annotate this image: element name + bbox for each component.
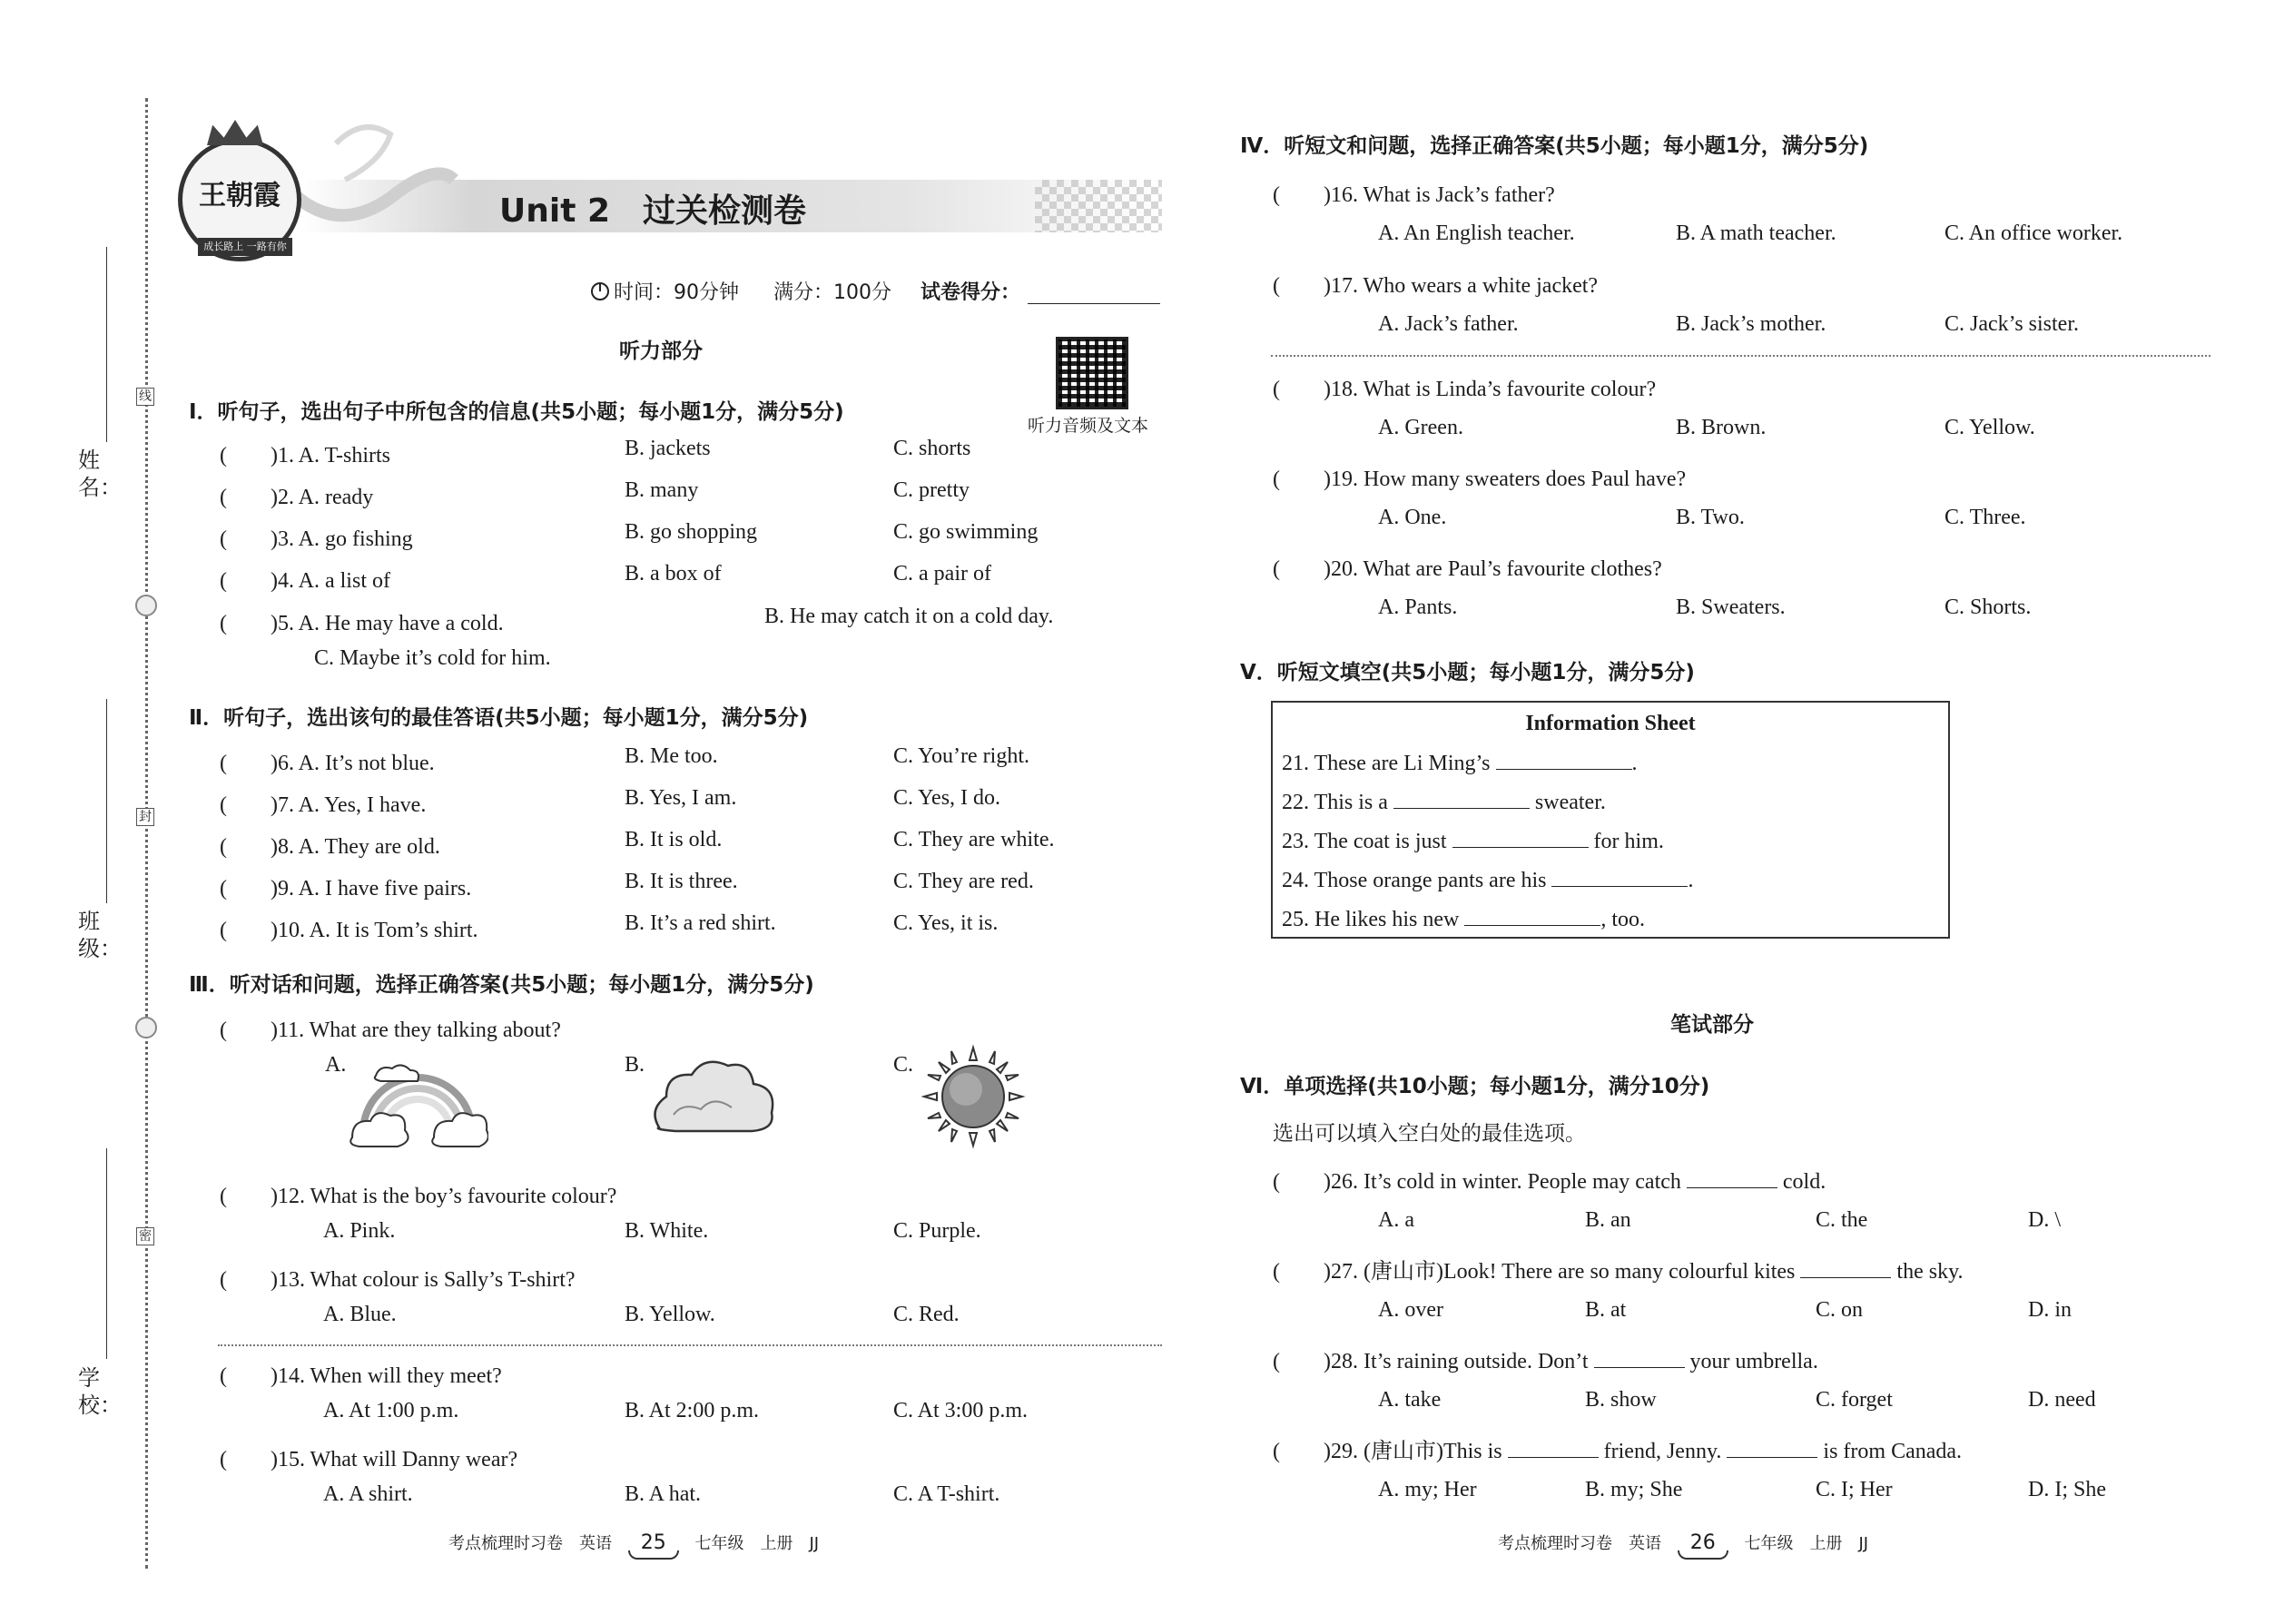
option-5c[interactable]: C. Maybe it’s cold for him. [314,646,551,670]
blank-25-input[interactable] [1464,925,1600,926]
footer-left-text: 考点梳理时习卷 英语 [448,1534,612,1553]
question-28-tail: your umbrella. [1689,1350,1818,1373]
option-29c[interactable]: C. I; Her [1816,1478,1893,1501]
name-line[interactable] [106,247,107,442]
information-sheet-title: Information Sheet [1525,712,1696,735]
blank-22-tail: sweater. [1534,791,1606,814]
page-number-right: 26 [1689,1531,1716,1554]
written-header: 笔试部分 [1670,1013,1754,1037]
cloud-icon[interactable] [646,1051,784,1149]
option-12c[interactable]: C. Purple. [893,1219,981,1243]
blank-23-text: 23. The coat is just [1282,830,1447,853]
picture-b-label[interactable]: B. [625,1053,645,1077]
question-26-tail: cold. [1782,1170,1826,1194]
blank-21-tail: . [1631,752,1638,775]
question-27-tail: the sky. [1896,1260,1964,1284]
option-26c[interactable]: C. the [1816,1208,1868,1232]
option-27a[interactable]: A. over [1378,1298,1443,1322]
footer-right-grade: 七年级 上册 JJ [1744,1534,1869,1553]
option-9c[interactable]: C. They are red. [893,870,1034,893]
option-26d[interactable]: D. \ [2028,1208,2061,1232]
question-3[interactable]: ( )3. A. go fishing [220,527,413,551]
school-line[interactable] [106,1148,107,1359]
question-29-tail: is from Canada. [1823,1440,1963,1463]
option-13c[interactable]: C. Red. [893,1303,960,1326]
option-18c[interactable]: C. Yellow. [1944,416,2035,439]
qr-caption: 听力音频及文本 [1028,416,1149,436]
qr-code[interactable] [1056,337,1128,409]
question-26-text: ( )26. It’s cold in winter. People may catch [1273,1170,1681,1194]
question-27-blank[interactable] [1800,1277,1891,1278]
question-26-blank[interactable] [1687,1187,1777,1188]
option-16a[interactable]: A. An English teacher. [1378,221,1575,245]
question-28-blank[interactable] [1594,1367,1685,1368]
blank-line-24 [1282,869,1693,893]
option-27c[interactable]: C. on [1816,1298,1864,1322]
option-2b[interactable]: B. many [625,478,699,502]
question-28[interactable] [1273,1343,1818,1374]
section-2-title: Ⅱ．听句子，选出该句的最佳答语(共5小题；每小题1分，满分5分) [189,706,809,730]
option-1c[interactable]: C. shorts [893,437,971,460]
seal-mark-secret: 密 [136,1227,154,1245]
option-16c[interactable]: C. An office worker. [1944,221,2123,245]
logo-slogan: 成长路上 一路有你 [198,238,292,256]
question-29-text: ( )29. (唐山市)This is [1273,1440,1502,1463]
question-6[interactable]: ( )6. A. It’s not blue. [220,752,435,775]
question-20[interactable]: ( )20. What are Paul’s favourite clothes? [1273,557,1662,581]
question-29-blank-1[interactable] [1508,1457,1599,1458]
rainbow-icon[interactable] [347,1048,488,1150]
question-1[interactable]: ( )1. A. T-shirts [220,444,391,468]
class-label: 班级： [78,909,122,961]
option-17a[interactable]: A. Jack’s father. [1378,312,1519,336]
option-12a[interactable]: A. Pink. [323,1219,396,1243]
option-13b[interactable]: B. Yellow. [625,1303,715,1326]
option-14c[interactable]: C. At 3:00 p.m. [893,1399,1029,1422]
option-29a[interactable]: A. my; Her [1378,1478,1477,1501]
option-19a[interactable]: A. One. [1378,506,1447,529]
option-20b[interactable]: B. Sweaters. [1676,595,1786,619]
page-title: Unit 2 过关检测卷 [499,192,806,230]
option-3c[interactable]: C. go swimming [893,520,1039,544]
option-28a[interactable]: A. take [1378,1388,1442,1412]
question-2[interactable]: ( )2. A. ready [220,486,374,509]
footer-right-text: 考点梳理时习卷 英语 [1498,1534,1661,1553]
question-18[interactable]: ( )18. What is Linda’s favourite colour? [1273,378,1657,401]
question-28-text: ( )28. It’s raining outside. Don’t [1273,1350,1589,1373]
option-10c[interactable]: C. Yes, it is. [893,911,999,935]
footer-left-grade: 七年级 上册 JJ [694,1534,820,1553]
section-6-instruction: 选出可以填入空白处的最佳选项。 [1273,1122,1586,1146]
question-27[interactable] [1273,1253,1964,1284]
footer-left [448,1530,819,1554]
option-6c[interactable]: C. You’re right. [893,744,1030,768]
option-28c[interactable]: C. forget [1816,1388,1893,1412]
blank-21-input[interactable] [1496,769,1632,770]
option-27b[interactable]: B. at [1585,1298,1627,1322]
option-9b[interactable]: B. It is three. [625,870,738,893]
section-3-title: Ⅲ．听对话和问题，选择正确答案(共5小题；每小题1分，满分5分) [189,973,814,997]
page-number-left: 25 [640,1531,666,1554]
score-field[interactable] [1028,303,1160,304]
picture-a-label[interactable]: A. [325,1053,347,1077]
option-3b[interactable]: B. go shopping [625,520,758,544]
option-17b[interactable]: B. Jack’s mother. [1676,312,1826,336]
name-label: 姓名： [78,448,122,500]
option-10b[interactable]: B. It’s a red shirt. [625,911,776,935]
section-5-title: Ⅴ．听短文填空(共5小题；每小题1分，满分5分) [1240,661,1695,684]
option-4c[interactable]: C. a pair of [893,562,991,586]
footer-right [1498,1530,1868,1554]
question-29-blank-2[interactable] [1727,1457,1817,1458]
question-29-mid: friend, Jenny. [1603,1440,1722,1463]
spiral-icon [135,595,157,616]
option-29b[interactable]: B. my; She [1585,1478,1683,1501]
divider [1271,355,2210,357]
section-1-title: Ⅰ．听句子，选出句子中所包含的信息(共5小题；每小题1分，满分5分) [189,400,844,424]
option-15b[interactable]: B. A hat. [625,1482,702,1506]
option-28d[interactable]: D. need [2028,1388,2096,1412]
blank-24-text: 24. Those orange pants are his [1282,869,1547,892]
spiral-icon [135,1017,157,1038]
option-16b[interactable]: B. A math teacher. [1676,221,1836,245]
question-5[interactable]: ( )5. A. He may have a cold. [220,612,504,635]
listening-header: 听力部分 [619,340,703,363]
option-26a[interactable]: A. a [1378,1208,1414,1232]
blank-line-23 [1282,830,1664,854]
question-7[interactable]: ( )7. A. Yes, I have. [220,793,427,817]
blank-25-text: 25. He likes his new [1282,908,1460,931]
picture-c-label[interactable]: C. [893,1053,914,1077]
option-15a[interactable]: A. A shirt. [323,1482,413,1506]
option-26b[interactable]: B. an [1585,1208,1631,1232]
option-14a[interactable]: A. At 1:00 p.m. [323,1399,459,1422]
option-20a[interactable]: A. Pants. [1378,595,1458,619]
blank-21-text: 21. These are Li Ming’s [1282,752,1491,775]
blank-line-22 [1282,791,1606,815]
option-13a[interactable]: A. Blue. [323,1303,397,1326]
question-4[interactable]: ( )4. A. a list of [220,569,390,593]
question-8[interactable]: ( )8. A. They are old. [220,835,440,859]
option-4b[interactable]: B. a box of [625,562,722,586]
question-26[interactable] [1273,1163,1826,1195]
binding-dotted-line [145,98,148,1569]
option-7b[interactable]: B. Yes, I am. [625,786,737,810]
option-28b[interactable]: B. show [1585,1388,1657,1412]
option-18b[interactable]: B. Brown. [1676,416,1767,439]
sun-icon[interactable] [921,1044,1026,1149]
option-8c[interactable]: C. They are white. [893,828,1055,851]
option-14b[interactable]: B. At 2:00 p.m. [625,1399,760,1422]
information-sheet [1271,701,1950,939]
option-1b[interactable]: B. jackets [625,437,711,460]
question-15[interactable]: ( )15. What will Danny wear? [220,1448,518,1471]
seal-mark-line: 线 [136,388,154,406]
option-17c[interactable]: C. Jack’s sister. [1944,312,2079,336]
question-9[interactable]: ( )9. A. I have five pairs. [220,877,472,901]
question-14[interactable]: ( )14. When will they meet? [220,1364,502,1388]
seal-mark-seal: 封 [136,808,154,826]
question-17[interactable]: ( )17. Who wears a white jacket? [1273,274,1599,298]
question-16[interactable]: ( )16. What is Jack’s father? [1273,183,1555,207]
option-27d[interactable]: D. in [2028,1298,2072,1322]
option-5b[interactable]: B. He may catch it on a cold day. [764,605,1054,628]
blank-24-tail: . [1688,869,1694,892]
blank-23-input[interactable] [1452,847,1589,848]
blank-22-text: 22. This is a [1282,791,1388,814]
option-7c[interactable]: C. Yes, I do. [893,786,1001,810]
score-label: 试卷得分： [921,281,1021,304]
question-12[interactable]: ( )12. What is the boy’s favourite colour? [220,1185,617,1208]
blank-22-input[interactable] [1393,808,1530,809]
option-19c[interactable]: C. Three. [1944,506,2026,529]
blank-24-input[interactable] [1551,886,1688,887]
option-15c[interactable]: C. A T-shirt. [893,1482,1000,1506]
divider [218,1344,1162,1346]
question-11[interactable]: ( )11. What are they talking about? [220,1019,561,1042]
option-29d[interactable]: D. I; She [2028,1478,2106,1501]
checker-pattern [1035,180,1162,232]
option-12b[interactable]: B. White. [625,1219,709,1243]
time-info: 时间：90分钟 [614,281,739,304]
option-18a[interactable]: A. Green. [1378,416,1463,439]
question-10[interactable]: ( )10. A. It is Tom’s shirt. [220,919,478,942]
section-6-title: Ⅵ．单项选择(共10小题；每小题1分，满分10分) [1240,1075,1710,1098]
option-8b[interactable]: B. It is old. [625,828,723,851]
class-line[interactable] [106,699,107,903]
clock-hand [599,284,601,291]
full-score: 满分：100分 [773,281,891,304]
logo-text: 王朝霞 [199,181,281,211]
blank-line-25 [1282,908,1645,932]
school-label: 学校： [78,1365,122,1418]
section-4-title: Ⅳ．听短文和问题，选择正确答案(共5小题；每小题1分，满分5分) [1240,134,1869,158]
blank-25-tail: , too. [1600,908,1645,931]
question-19[interactable]: ( )19. How many sweaters does Paul have? [1273,468,1687,491]
option-19b[interactable]: B. Two. [1676,506,1745,529]
blank-line-21 [1282,752,1638,776]
question-29[interactable] [1273,1432,1962,1464]
option-2c[interactable]: C. pretty [893,478,970,502]
blank-23-tail: for him. [1593,830,1664,853]
question-13[interactable]: ( )13. What colour is Sally’s T-shirt? [220,1268,576,1292]
option-20c[interactable]: C. Shorts. [1944,595,2032,619]
option-6b[interactable]: B. Me too. [625,744,718,768]
question-27-text: ( )27. (唐山市)Look! There are so many colourful kites [1273,1260,1796,1284]
binding-strip [0,0,163,1624]
